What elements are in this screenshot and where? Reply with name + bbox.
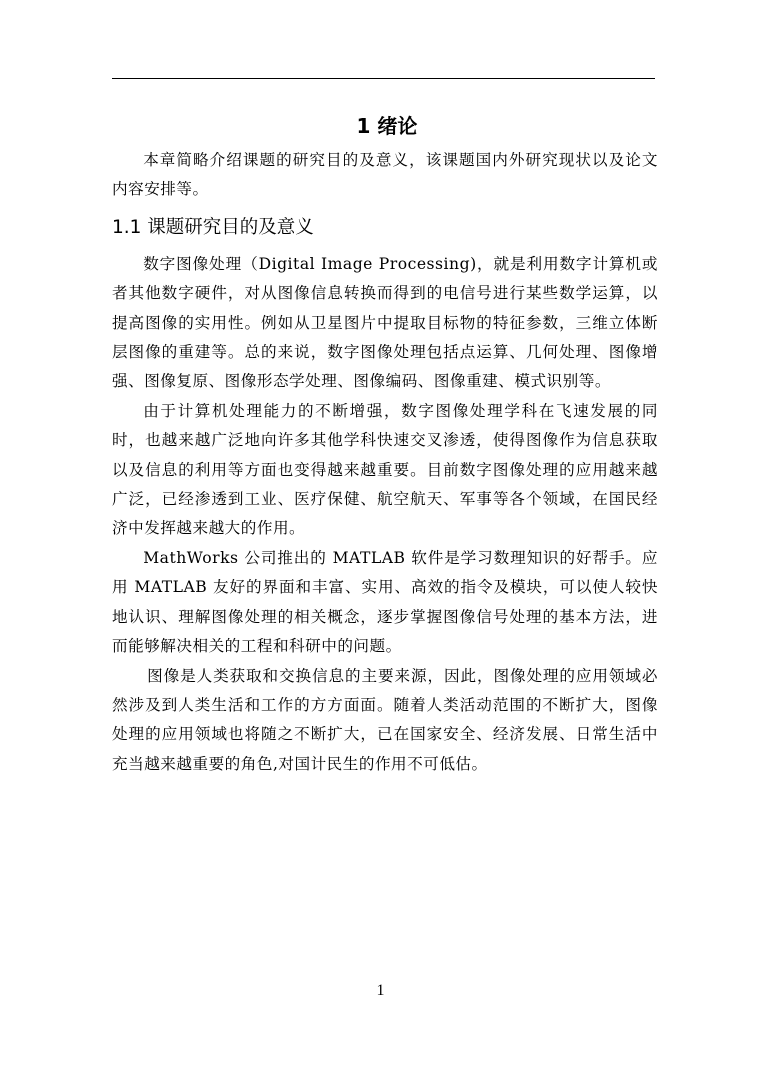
page-number: 1 (376, 982, 385, 999)
body-paragraph-2: 由于计算机处理能力的不断增强，数字图像处理学科在飞速发展的同时，也越来越广泛地向许多其他学科快速交叉渗透，使得图像作为信息获取以及信息的利用等方面也变得越来越重要。目前数字图像处理的应用越来越广泛，已经渗透到工业、医疗保健、航空航天、军事等各个领域，在国民经济中发挥越来越大的作用。 (112, 401, 658, 538)
section-title: 1.1 课题研究目的及意义 (112, 216, 314, 238)
chapter-title: 1 绪论 (356, 114, 418, 138)
body-paragraph-4: 图像是人类获取和交换信息的主要来源，因此，图像处理的应用领域必然涉及到人类生活和工作的方方面面。随着人类活动范围的不断扩大，图像处理的应用领域也将随之不断扩大，已在国家安全、经济发展、日常生活中充当越来越重要的角色,对国计民生的作用不可低估。 (112, 666, 658, 773)
body-paragraph-3: MathWorks 公司推出的 MATLAB 软件是学习数理知识的好帮手。应用 MATLAB 友好的界面和丰富、实用、高效的指令及模块，可以使人较快地认识、理解图像处理的相关概念，逐步掌握图像信号处理的基本方法，进而能够解决相关的工程和科研中的问题。 (112, 548, 658, 656)
document-page (112, 106, 658, 779)
header-rule (112, 78, 655, 79)
body-paragraph-1: 数字图像处理（Digital Image Processing)，就是利用数字计算机或者其他数字硬件，对从图像信息转换而得到的电信号进行某些数学运算，以提高图像的实用性。例如从卫星图片中提取目标物的特征参数，三维立体断层图像的重建等。总的来说，数字图像处理包括点运算、几何处理、图像增强、图像复原、图像形态学处理、图像编码、图像重建、模式识别等。 (112, 254, 658, 391)
chapter-intro-paragraph: 本章简略介绍课题的研究目的及意义，该课题国内外研究现状以及论文内容安排等。 (112, 151, 658, 199)
